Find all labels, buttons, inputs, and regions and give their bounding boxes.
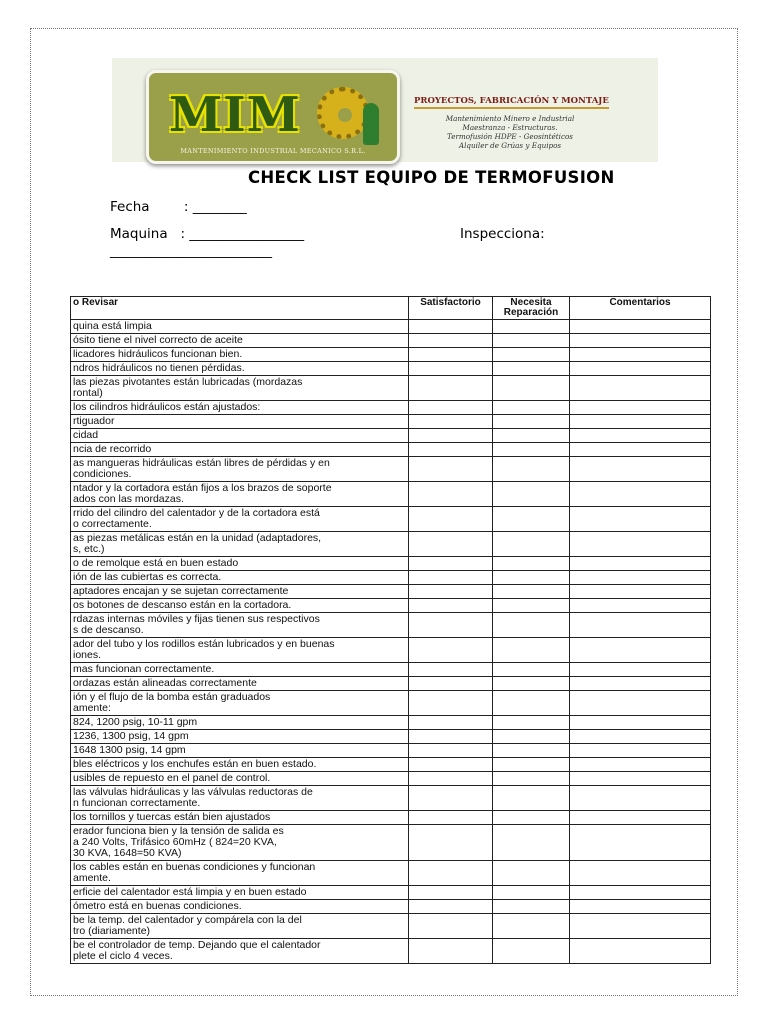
checklist-item xyxy=(71,443,409,457)
comentarios-cell[interactable] xyxy=(570,663,711,677)
checklist-item xyxy=(71,861,409,886)
service-line: Maestranza - Estructuras. xyxy=(462,123,558,132)
checklist-row xyxy=(71,914,711,939)
checklist-row xyxy=(71,825,711,861)
checklist-item-line: erficie del calentador está limpia y en buen estado xyxy=(73,886,307,898)
checklist-item-line: los cilindros hidráulicos están ajustados: xyxy=(73,401,261,413)
checklist-item xyxy=(71,786,409,811)
checklist-item-line: a 240 Volts, Trifásico 60mHz ( 824=20 KVA, xyxy=(73,836,277,848)
logo-subtitle: MANTENIMIENTO INDUSTRIAL MECANICO S.R.L. xyxy=(180,147,366,155)
comentarios-cell[interactable] xyxy=(570,886,711,900)
checklist-item xyxy=(71,507,409,532)
checklist-row xyxy=(71,362,711,376)
checklist-item-line: s de descanso. xyxy=(73,624,144,636)
checklist-item xyxy=(71,532,409,557)
necesita-reparacion-cell[interactable] xyxy=(493,507,570,532)
necesita-reparacion-cell[interactable] xyxy=(493,585,570,599)
gear-icon xyxy=(317,87,369,139)
checklist-item-line: cidad xyxy=(73,429,99,441)
checklist-item-line: be el controlador de temp. Dejando que el calentador xyxy=(73,939,321,951)
checklist-item-line: erador funciona bien y la tensión de salida es xyxy=(73,825,284,837)
necesita-reparacion-cell[interactable] xyxy=(493,663,570,677)
checklist-item-line: las piezas pivotantes están lubricadas (mordazas xyxy=(73,376,303,388)
satisfactorio-cell[interactable] xyxy=(409,457,493,482)
necesita-reparacion-cell[interactable] xyxy=(493,772,570,786)
comentarios-cell[interactable] xyxy=(570,348,711,362)
satisfactorio-cell[interactable] xyxy=(409,401,493,415)
satisfactorio-cell[interactable] xyxy=(409,914,493,939)
necesita-reparacion-cell[interactable] xyxy=(493,744,570,758)
necesita-reparacion-cell[interactable] xyxy=(493,730,570,744)
checklist-row xyxy=(71,663,711,677)
checklist-item-line: amente: xyxy=(73,702,111,714)
checklist-item-line: n funcionan correctamente. xyxy=(73,797,201,809)
checklist-row xyxy=(71,376,711,401)
checklist-item xyxy=(71,457,409,482)
checklist-item-line: 824, 1200 psig, 10-11 gpm xyxy=(73,716,198,728)
satisfactorio-cell[interactable] xyxy=(409,613,493,638)
comentarios-cell[interactable] xyxy=(570,691,711,716)
checklist-item xyxy=(71,886,409,900)
satisfactorio-cell[interactable] xyxy=(409,599,493,613)
satisfactorio-cell[interactable] xyxy=(409,429,493,443)
checklist-item xyxy=(71,914,409,939)
checklist-row xyxy=(71,532,711,557)
checklist-row xyxy=(71,401,711,415)
inspecciona-label: Inspecciona: xyxy=(460,226,545,242)
necesita-reparacion-cell[interactable] xyxy=(493,482,570,507)
checklist-item xyxy=(71,663,409,677)
checklist-row xyxy=(71,638,711,663)
checklist-item xyxy=(71,482,409,507)
checklist-item xyxy=(71,939,409,964)
necesita-reparacion-cell[interactable] xyxy=(493,811,570,825)
comentarios-cell[interactable] xyxy=(570,825,711,861)
satisfactorio-cell[interactable] xyxy=(409,758,493,772)
checklist-item-line: as mangueras hidráulicas están libres de pérdidas y en xyxy=(73,457,330,469)
satisfactorio-cell[interactable] xyxy=(409,320,493,334)
checklist-item xyxy=(71,599,409,613)
satisfactorio-cell[interactable] xyxy=(409,730,493,744)
checklist-item-line: los cables están en buenas condiciones y funcionan xyxy=(73,861,316,873)
checklist-item-line: ados con las mordazas. xyxy=(73,493,184,505)
checklist-item xyxy=(71,571,409,585)
checklist-item-line: quina está limpia xyxy=(73,320,152,332)
comentarios-cell[interactable] xyxy=(570,585,711,599)
checklist-item-line: condiciones. xyxy=(73,468,132,480)
checklist-row xyxy=(71,939,711,964)
necesita-reparacion-cell[interactable] xyxy=(493,900,570,914)
necesita-reparacion-cell[interactable] xyxy=(493,716,570,730)
checklist-item-line: ndros hidráulicos no tienen pérdidas. xyxy=(73,362,245,374)
checklist-item xyxy=(71,638,409,663)
checklist-row xyxy=(71,786,711,811)
necesita-reparacion-cell[interactable] xyxy=(493,457,570,482)
inspecciona-field[interactable]: ________________________ xyxy=(110,243,272,259)
checklist-item xyxy=(71,900,409,914)
checklist-item xyxy=(71,348,409,362)
checklist-item xyxy=(71,415,409,429)
checklist-item xyxy=(71,691,409,716)
satisfactorio-cell[interactable] xyxy=(409,362,493,376)
checklist-item-line: ión de las cubiertas es correcta. xyxy=(73,571,222,583)
satisfactorio-cell[interactable] xyxy=(409,482,493,507)
comentarios-cell[interactable] xyxy=(570,482,711,507)
comentarios-cell[interactable] xyxy=(570,914,711,939)
checklist-item-line: iones. xyxy=(73,649,102,661)
necesita-reparacion-cell[interactable] xyxy=(493,691,570,716)
checklist-item xyxy=(71,758,409,772)
checklist-item-line: 30 KVA, 1648=50 KVA) xyxy=(73,847,182,859)
company-logo xyxy=(146,70,400,164)
company-services xyxy=(426,114,594,150)
checklist-item xyxy=(71,716,409,730)
checklist-item-line: amente. xyxy=(73,872,111,884)
column-header-comentarios: Comentarios xyxy=(570,297,711,320)
checklist-item-line: ntador y la cortadora están fijos a los brazos de soporte xyxy=(73,482,332,494)
comentarios-cell[interactable] xyxy=(570,457,711,482)
necesita-reparacion-cell[interactable] xyxy=(493,861,570,886)
checklist-item xyxy=(71,585,409,599)
comentarios-cell[interactable] xyxy=(570,900,711,914)
checklist-item-line: ómetro está en buenas condiciones. xyxy=(73,900,242,912)
necesita-reparacion-cell[interactable] xyxy=(493,758,570,772)
comentarios-cell[interactable] xyxy=(570,939,711,964)
checklist-row xyxy=(71,320,711,334)
comentarios-cell[interactable] xyxy=(570,362,711,376)
checklist-row xyxy=(71,716,711,730)
checklist-item-line: o correctamente. xyxy=(73,518,152,530)
checklist-row xyxy=(71,457,711,482)
checklist-row xyxy=(71,886,711,900)
checklist-row xyxy=(71,571,711,585)
checklist-row xyxy=(71,348,711,362)
checklist-item-line: os botones de descanso están en la cortadora. xyxy=(73,599,292,611)
necesita-reparacion-cell[interactable] xyxy=(493,939,570,964)
comentarios-cell[interactable] xyxy=(570,772,711,786)
checklist-item-line: los tornillos y tuercas están bien ajustados xyxy=(73,811,271,823)
necesita-reparacion-cell[interactable] xyxy=(493,571,570,585)
comentarios-cell[interactable] xyxy=(570,571,711,585)
satisfactorio-cell[interactable] xyxy=(409,825,493,861)
comentarios-cell[interactable] xyxy=(570,786,711,811)
comentarios-cell[interactable] xyxy=(570,861,711,886)
checklist-item-line: s, etc.) xyxy=(73,543,105,555)
checklist-table xyxy=(70,296,711,964)
checklist-item xyxy=(71,730,409,744)
checklist-item-line: as piezas metálicas están en la unidad (adaptadores, xyxy=(73,532,322,544)
maquina-field[interactable]: Maquina : _________________ xyxy=(110,226,305,242)
comentarios-cell[interactable] xyxy=(570,415,711,429)
checklist-row xyxy=(71,599,711,613)
necesita-reparacion-cell[interactable] xyxy=(493,443,570,457)
checklist-row xyxy=(71,334,711,348)
satisfactorio-cell[interactable] xyxy=(409,348,493,362)
necesita-reparacion-cell[interactable] xyxy=(493,362,570,376)
necesita-reparacion-cell[interactable] xyxy=(493,786,570,811)
checklist-row xyxy=(71,861,711,886)
satisfactorio-cell[interactable] xyxy=(409,376,493,401)
checklist-item xyxy=(71,376,409,401)
satisfactorio-cell[interactable] xyxy=(409,811,493,825)
header-row xyxy=(71,297,711,320)
letterhead xyxy=(112,58,658,162)
necesita-reparacion-cell[interactable] xyxy=(493,825,570,861)
checklist-row xyxy=(71,585,711,599)
comentarios-cell[interactable] xyxy=(570,677,711,691)
satisfactorio-cell[interactable] xyxy=(409,663,493,677)
comentarios-cell[interactable] xyxy=(570,320,711,334)
checklist-item-line: usibles de repuesto en el panel de control. xyxy=(73,772,271,784)
checklist-row xyxy=(71,900,711,914)
comentarios-cell[interactable] xyxy=(570,429,711,443)
satisfactorio-cell[interactable] xyxy=(409,585,493,599)
fecha-field[interactable]: Fecha : ________ xyxy=(110,199,247,215)
satisfactorio-cell[interactable] xyxy=(409,886,493,900)
satisfactorio-cell[interactable] xyxy=(409,744,493,758)
checklist-body xyxy=(71,320,711,964)
checklist-item-line: licadores hidráulicos funcionan bien. xyxy=(73,348,243,360)
checklist-item xyxy=(71,334,409,348)
comentarios-cell[interactable] xyxy=(570,730,711,744)
necesita-reparacion-cell[interactable] xyxy=(493,638,570,663)
checklist-item xyxy=(71,825,409,861)
checklist-item xyxy=(71,401,409,415)
necesita-reparacion-cell[interactable] xyxy=(493,532,570,557)
comentarios-cell[interactable] xyxy=(570,443,711,457)
checklist-item-line: bles eléctricos y los enchufes están en buen estado. xyxy=(73,758,317,770)
necesita-reparacion-cell[interactable] xyxy=(493,415,570,429)
checklist-row xyxy=(71,772,711,786)
satisfactorio-cell[interactable] xyxy=(409,507,493,532)
checklist-item xyxy=(71,429,409,443)
checklist-row xyxy=(71,613,711,638)
necesita-reparacion-cell[interactable] xyxy=(493,613,570,638)
checklist-row xyxy=(71,557,711,571)
service-line: Alquiler de Grúas y Equipos xyxy=(458,141,562,150)
comentarios-cell[interactable] xyxy=(570,811,711,825)
checklist-row xyxy=(71,811,711,825)
checklist-row xyxy=(71,730,711,744)
comentarios-cell[interactable] xyxy=(570,507,711,532)
checklist-item-line: mas funcionan correctamente. xyxy=(73,663,215,675)
necesita-reparacion-cell[interactable] xyxy=(493,334,570,348)
comentarios-cell[interactable] xyxy=(570,532,711,557)
necesita-reparacion-cell[interactable] xyxy=(493,886,570,900)
column-header-necesita-reparacion: Necesita Reparación xyxy=(493,297,570,320)
checklist-item xyxy=(71,772,409,786)
service-line: Termofusión HDPE - Geosintéticos xyxy=(446,132,573,141)
comentarios-cell[interactable] xyxy=(570,599,711,613)
logo-text: MIM xyxy=(169,87,301,143)
necesita-reparacion-cell[interactable] xyxy=(493,320,570,334)
necesita-reparacion-cell[interactable] xyxy=(493,429,570,443)
satisfactorio-cell[interactable] xyxy=(409,532,493,557)
satisfactorio-cell[interactable] xyxy=(409,939,493,964)
document-title: CHECK LIST EQUIPO DE TERMOFUSION xyxy=(248,168,615,187)
satisfactorio-cell[interactable] xyxy=(409,638,493,663)
service-line: Mantenimiento Minero e Industrial xyxy=(445,114,575,123)
necesita-reparacion-cell[interactable] xyxy=(493,348,570,362)
checklist-item-line: 1648 1300 psig, 14 gpm xyxy=(73,744,186,756)
checklist-row xyxy=(71,415,711,429)
satisfactorio-cell[interactable] xyxy=(409,334,493,348)
comentarios-cell[interactable] xyxy=(570,334,711,348)
checklist-row xyxy=(71,507,711,532)
satisfactorio-cell[interactable] xyxy=(409,571,493,585)
checklist-item-line: 1236, 1300 psig, 14 gpm xyxy=(73,730,189,742)
necesita-reparacion-cell[interactable] xyxy=(493,401,570,415)
satisfactorio-cell[interactable] xyxy=(409,691,493,716)
column-header-satisfactorio: Satisfactorio xyxy=(409,297,493,320)
satisfactorio-cell[interactable] xyxy=(409,716,493,730)
checklist-item-line: o de remolque está en buen estado xyxy=(73,557,239,569)
necesita-reparacion-cell[interactable] xyxy=(493,557,570,571)
checklist-item-line: be la temp. del calentador y compárela con la del xyxy=(73,914,302,926)
satisfactorio-cell[interactable] xyxy=(409,861,493,886)
checklist-item xyxy=(71,744,409,758)
necesita-reparacion-cell[interactable] xyxy=(493,376,570,401)
satisfactorio-cell[interactable] xyxy=(409,443,493,457)
checklist-item-line: ordazas están alineadas correctamente xyxy=(73,677,257,689)
checklist-item-line: ador del tubo y los rodillos están lubricados y en buenas xyxy=(73,638,335,650)
company-heading: PROYECTOS, FABRICACIÓN Y MONTAJE xyxy=(414,96,609,109)
checklist-item-line: aptadores encajan y se sujetan correctamente xyxy=(73,585,289,597)
checklist-item-line: rontal) xyxy=(73,387,103,399)
checklist-item xyxy=(71,811,409,825)
checklist-row xyxy=(71,482,711,507)
satisfactorio-cell[interactable] xyxy=(409,772,493,786)
checklist-item-line: ncia de recorrido xyxy=(73,443,152,455)
comentarios-cell[interactable] xyxy=(570,376,711,401)
checklist-item-line: plete el ciclo 4 veces. xyxy=(73,950,173,962)
column-header-item: o Revisar xyxy=(71,297,409,320)
necesita-reparacion-cell[interactable] xyxy=(493,677,570,691)
necesita-reparacion-cell[interactable] xyxy=(493,599,570,613)
checklist-item xyxy=(71,320,409,334)
checklist-item-line: rtiguador xyxy=(73,415,115,427)
satisfactorio-cell[interactable] xyxy=(409,557,493,571)
checklist-row xyxy=(71,744,711,758)
checklist-item-line: tro (diariamente) xyxy=(73,925,151,937)
comentarios-cell[interactable] xyxy=(570,557,711,571)
checklist-row xyxy=(71,443,711,457)
satisfactorio-cell[interactable] xyxy=(409,786,493,811)
checklist-item xyxy=(71,557,409,571)
checklist-item xyxy=(71,613,409,638)
comentarios-cell[interactable] xyxy=(570,744,711,758)
comentarios-cell[interactable] xyxy=(570,716,711,730)
comentarios-cell[interactable] xyxy=(570,401,711,415)
checklist-item xyxy=(71,362,409,376)
comentarios-cell[interactable] xyxy=(570,638,711,663)
checklist-area xyxy=(70,296,710,962)
checklist-row xyxy=(71,677,711,691)
satisfactorio-cell[interactable] xyxy=(409,415,493,429)
comentarios-cell[interactable] xyxy=(570,758,711,772)
checklist-item-line: rdazas internas móviles y fijas tienen sus respectivos xyxy=(73,613,320,625)
checklist-item-line: rrido del cilindro del calentador y de la cortadora está xyxy=(73,507,320,519)
checklist-item-line: las válvulas hidráulicas y las válvulas reductoras de xyxy=(73,786,313,798)
checklist-item xyxy=(71,677,409,691)
checklist-row xyxy=(71,429,711,443)
checklist-row xyxy=(71,758,711,772)
satisfactorio-cell[interactable] xyxy=(409,677,493,691)
checklist-item-line: ión y el flujo de la bomba están graduados xyxy=(73,691,271,703)
comentarios-cell[interactable] xyxy=(570,613,711,638)
satisfactorio-cell[interactable] xyxy=(409,900,493,914)
checklist-row xyxy=(71,691,711,716)
worker-figure-icon xyxy=(363,103,379,145)
necesita-reparacion-cell[interactable] xyxy=(493,914,570,939)
checklist-item-line: ósito tiene el nivel correcto de aceite xyxy=(73,334,243,346)
